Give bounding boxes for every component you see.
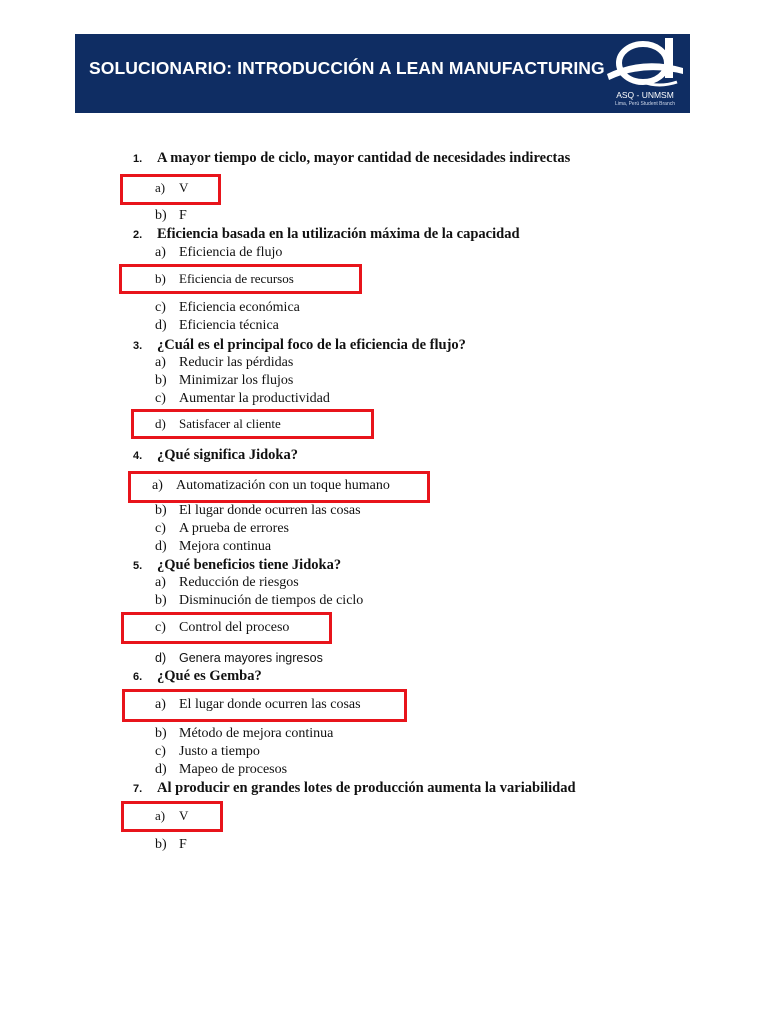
question-text: Al producir en grandes lotes de producción aumenta la variabilidad bbox=[157, 780, 576, 796]
option-item: d) Mapeo de procesos bbox=[155, 762, 288, 777]
option-item: d) Genera mayores ingresos bbox=[155, 651, 323, 665]
question-number: 3. bbox=[133, 340, 143, 352]
option-item: c) Aumentar la productividad bbox=[155, 391, 330, 406]
question-text: ¿Qué beneficios tiene Jidoka? bbox=[157, 557, 342, 573]
option-item: a) V bbox=[155, 180, 189, 195]
question-text: Eficiencia basada en la utilización máxima de la capacidad bbox=[157, 226, 520, 242]
question-number: 2. bbox=[133, 229, 143, 241]
option-item: a) Automatización con un toque humano bbox=[152, 478, 390, 493]
option-item: c) Justo a tiempo bbox=[155, 744, 260, 759]
option-item: c) Control del proceso bbox=[155, 620, 290, 635]
option-item: b) F bbox=[155, 837, 187, 852]
option-item: b) Eficiencia de recursos bbox=[155, 271, 294, 286]
option-item: b) Minimizar los flujos bbox=[155, 373, 294, 388]
option-item: a) El lugar donde ocurren las cosas bbox=[155, 697, 361, 712]
option-item: c) Eficiencia económica bbox=[155, 300, 300, 315]
question-text: A mayor tiempo de ciclo, mayor cantidad de necesidades indirectas bbox=[157, 150, 571, 166]
option-item: a) Reducir las pérdidas bbox=[155, 355, 294, 370]
option-item: a) Eficiencia de flujo bbox=[155, 245, 283, 260]
option-item: a) Reducción de riesgos bbox=[155, 575, 299, 590]
option-item: b) Disminución de tiempos de ciclo bbox=[155, 593, 364, 608]
question-number: 4. bbox=[133, 450, 143, 462]
question-text: ¿Cuál es el principal foco de la eficiencia de flujo? bbox=[157, 337, 466, 353]
option-item: b) Método de mejora continua bbox=[155, 726, 334, 741]
question-number: 5. bbox=[133, 560, 143, 572]
header-banner bbox=[75, 34, 690, 113]
page-title: SOLUCIONARIO: INTRODUCCIÓN A LEAN MANUFACTURING bbox=[89, 58, 605, 78]
option-item: d) Eficiencia técnica bbox=[155, 318, 279, 333]
logo-text: ASQ - UNMSM bbox=[616, 90, 674, 100]
question-number: 6. bbox=[133, 671, 143, 683]
option-item: d) Satisfacer al cliente bbox=[155, 416, 281, 431]
logo-subtext: Lima, Perú Student Branch bbox=[614, 101, 676, 107]
option-item: b) El lugar donde ocurren las cosas bbox=[155, 503, 361, 518]
option-item: d) Mejora continua bbox=[155, 539, 272, 554]
question-number: 7. bbox=[133, 783, 143, 795]
option-item: c) A prueba de errores bbox=[155, 521, 290, 536]
question-number: 1. bbox=[133, 153, 143, 165]
question-text: ¿Qué significa Jidoka? bbox=[157, 447, 298, 463]
option-item: b) F bbox=[155, 208, 187, 223]
question-text: ¿Qué es Gemba? bbox=[157, 668, 262, 684]
option-item: a) V bbox=[155, 808, 189, 823]
